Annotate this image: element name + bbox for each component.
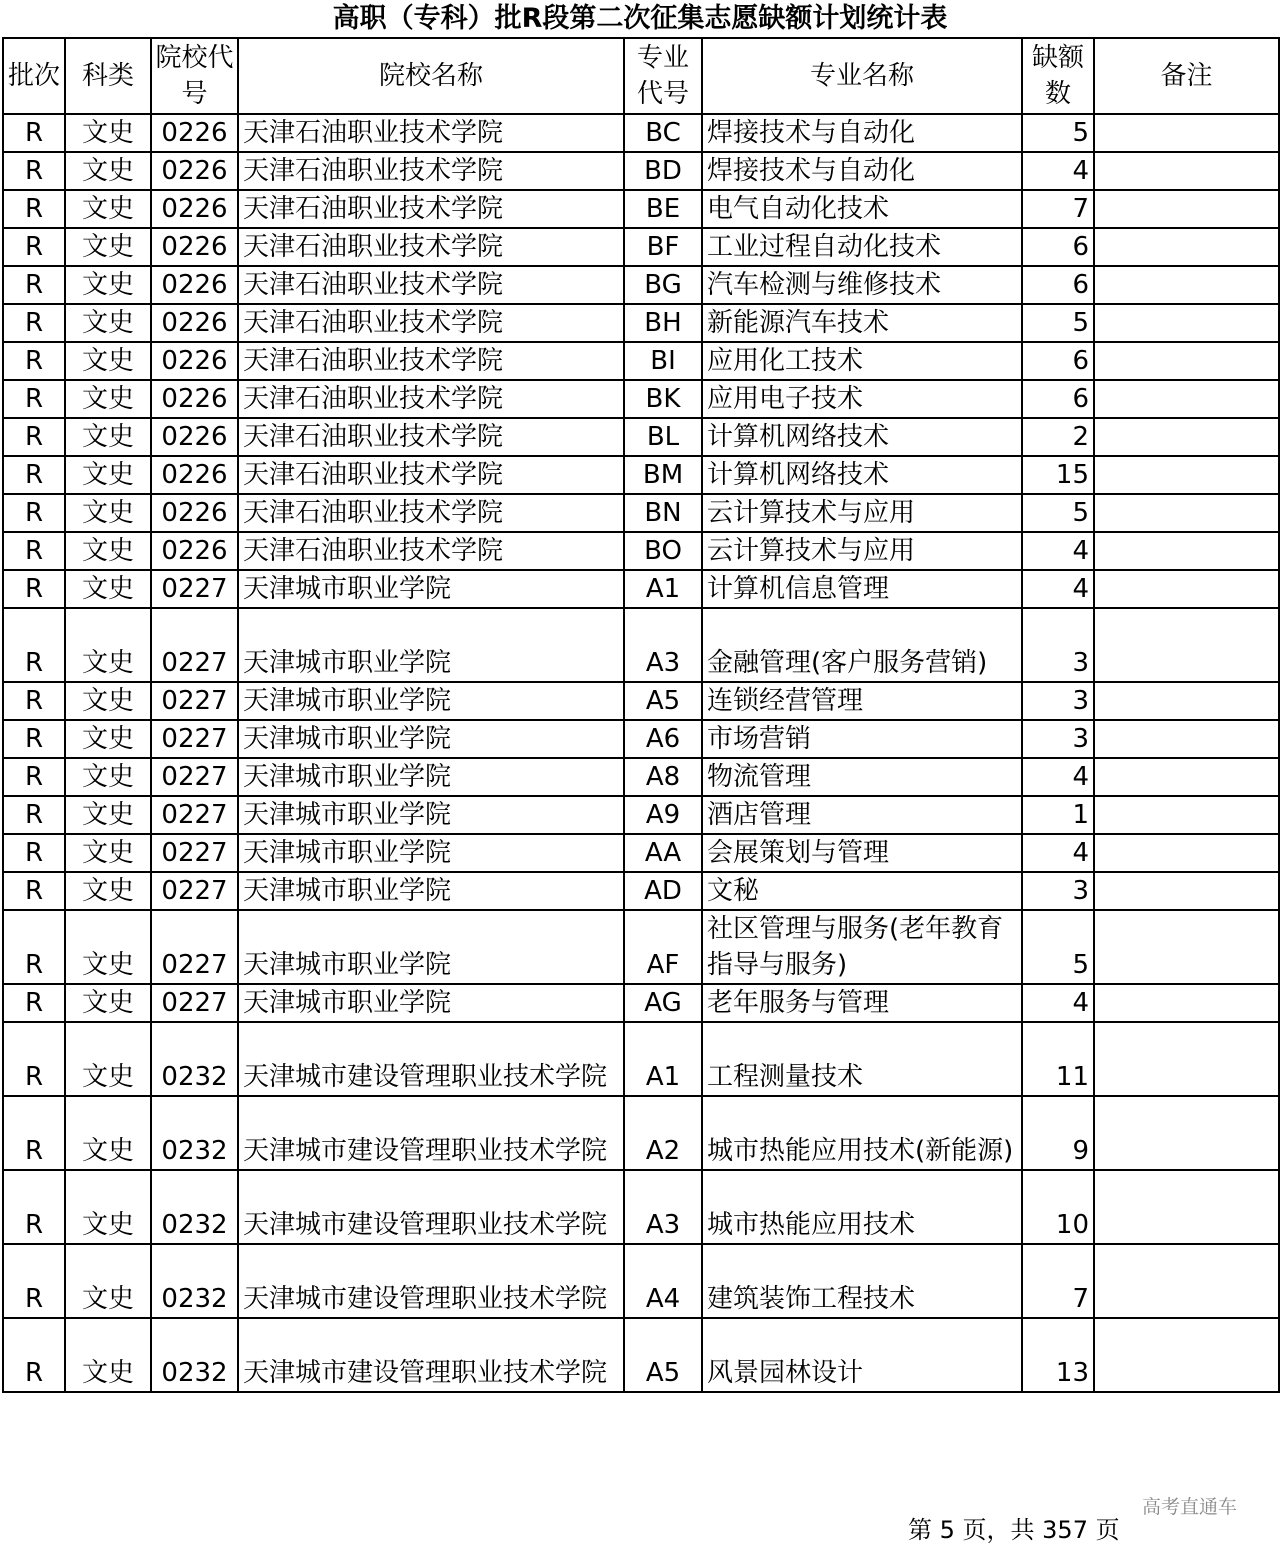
cell-batch: R — [3, 380, 65, 418]
cell-major-name: 社区管理与服务(老年教育指导与服务) — [702, 910, 1022, 984]
cell-vacancies: 3 — [1022, 872, 1094, 910]
cell-remarks — [1094, 910, 1279, 984]
cell-school-code: 0227 — [151, 720, 238, 758]
table-row — [3, 720, 1279, 758]
cell-remarks — [1094, 266, 1279, 304]
table-row — [3, 834, 1279, 872]
cell-major-name: 焊接技术与自动化 — [702, 114, 1022, 152]
table-row — [3, 266, 1279, 304]
cell-major-name: 焊接技术与自动化 — [702, 152, 1022, 190]
table-row — [3, 1096, 1279, 1170]
cell-batch: R — [3, 494, 65, 532]
cell-major-name: 工业过程自动化技术 — [702, 228, 1022, 266]
table-row — [3, 228, 1279, 266]
cell-school-name: 天津石油职业技术学院 — [238, 494, 624, 532]
cell-major-name: 应用化工技术 — [702, 342, 1022, 380]
table-row — [3, 984, 1279, 1022]
header-major-code: 专业代号 — [624, 38, 702, 114]
cell-school-name: 天津石油职业技术学院 — [238, 418, 624, 456]
cell-remarks — [1094, 418, 1279, 456]
cell-category: 文史 — [65, 152, 151, 190]
cell-school-name: 天津石油职业技术学院 — [238, 532, 624, 570]
cell-school-name: 天津城市职业学院 — [238, 796, 624, 834]
cell-batch: R — [3, 532, 65, 570]
cell-school-name: 天津石油职业技术学院 — [238, 114, 624, 152]
cell-school-name: 天津石油职业技术学院 — [238, 304, 624, 342]
cell-category: 文史 — [65, 456, 151, 494]
cell-school-name: 天津石油职业技术学院 — [238, 342, 624, 380]
cell-major-name: 汽车检测与维修技术 — [702, 266, 1022, 304]
cell-category: 文史 — [65, 796, 151, 834]
table-row — [3, 190, 1279, 228]
cell-remarks — [1094, 456, 1279, 494]
cell-major-code: BN — [624, 494, 702, 532]
vacancy-table — [2, 37, 1280, 1393]
cell-vacancies: 4 — [1022, 570, 1094, 608]
table-row — [3, 456, 1279, 494]
cell-vacancies: 15 — [1022, 456, 1094, 494]
cell-category: 文史 — [65, 228, 151, 266]
cell-major-code: BO — [624, 532, 702, 570]
cell-category: 文史 — [65, 494, 151, 532]
table-row — [3, 796, 1279, 834]
header-vacancies: 缺额数 — [1022, 38, 1094, 114]
cell-category: 文史 — [65, 570, 151, 608]
cell-batch: R — [3, 608, 65, 682]
table-row — [3, 152, 1279, 190]
cell-major-code: AG — [624, 984, 702, 1022]
cell-category: 文史 — [65, 834, 151, 872]
cell-batch: R — [3, 228, 65, 266]
cell-remarks — [1094, 1022, 1279, 1096]
cell-remarks — [1094, 304, 1279, 342]
cell-major-name: 计算机信息管理 — [702, 570, 1022, 608]
header-category: 科类 — [65, 38, 151, 114]
cell-category: 文史 — [65, 532, 151, 570]
cell-remarks — [1094, 682, 1279, 720]
table-row — [3, 380, 1279, 418]
cell-major-name: 连锁经营管理 — [702, 682, 1022, 720]
cell-major-code: AA — [624, 834, 702, 872]
cell-batch: R — [3, 1318, 65, 1392]
cell-major-code: A3 — [624, 1170, 702, 1244]
cell-vacancies: 7 — [1022, 190, 1094, 228]
cell-batch: R — [3, 152, 65, 190]
cell-major-code: BC — [624, 114, 702, 152]
cell-category: 文史 — [65, 1318, 151, 1392]
cell-remarks — [1094, 834, 1279, 872]
cell-category: 文史 — [65, 380, 151, 418]
cell-batch: R — [3, 834, 65, 872]
cell-major-code: BL — [624, 418, 702, 456]
cell-school-name: 天津城市职业学院 — [238, 682, 624, 720]
cell-vacancies: 5 — [1022, 114, 1094, 152]
cell-category: 文史 — [65, 984, 151, 1022]
page-footer: 第 5 页，共 357 页 — [908, 1516, 1120, 1544]
cell-batch: R — [3, 1096, 65, 1170]
cell-category: 文史 — [65, 266, 151, 304]
cell-school-name: 天津城市职业学院 — [238, 570, 624, 608]
table-row — [3, 1318, 1279, 1392]
header-major-name: 专业名称 — [702, 38, 1022, 114]
cell-major-name: 工程测量技术 — [702, 1022, 1022, 1096]
cell-vacancies: 3 — [1022, 608, 1094, 682]
cell-category: 文史 — [65, 304, 151, 342]
cell-vacancies: 5 — [1022, 304, 1094, 342]
cell-major-code: A4 — [624, 1244, 702, 1318]
cell-vacancies: 4 — [1022, 758, 1094, 796]
cell-vacancies: 3 — [1022, 720, 1094, 758]
cell-category: 文史 — [65, 342, 151, 380]
cell-major-name: 老年服务与管理 — [702, 984, 1022, 1022]
cell-category: 文史 — [65, 758, 151, 796]
cell-vacancies: 4 — [1022, 532, 1094, 570]
cell-school-code: 0232 — [151, 1244, 238, 1318]
cell-major-code: BF — [624, 228, 702, 266]
cell-batch: R — [3, 304, 65, 342]
cell-major-name: 金融管理(客户服务营销) — [702, 608, 1022, 682]
cell-category: 文史 — [65, 190, 151, 228]
table-row — [3, 758, 1279, 796]
cell-batch: R — [3, 1170, 65, 1244]
header-school-code: 院校代号 — [151, 38, 238, 114]
cell-vacancies: 2 — [1022, 418, 1094, 456]
cell-major-code: A8 — [624, 758, 702, 796]
cell-major-name: 会展策划与管理 — [702, 834, 1022, 872]
cell-major-name: 风景园林设计 — [702, 1318, 1022, 1392]
cell-batch: R — [3, 984, 65, 1022]
table-row — [3, 494, 1279, 532]
cell-school-name: 天津城市职业学院 — [238, 758, 624, 796]
cell-vacancies: 6 — [1022, 342, 1094, 380]
cell-major-code: A5 — [624, 1318, 702, 1392]
table-row — [3, 608, 1279, 682]
cell-batch: R — [3, 1244, 65, 1318]
cell-school-code: 0226 — [151, 456, 238, 494]
table-row — [3, 1170, 1279, 1244]
cell-school-code: 0227 — [151, 682, 238, 720]
cell-remarks — [1094, 1244, 1279, 1318]
cell-major-code: A1 — [624, 1022, 702, 1096]
cell-major-name: 云计算技术与应用 — [702, 532, 1022, 570]
cell-remarks — [1094, 608, 1279, 682]
cell-school-code: 0226 — [151, 266, 238, 304]
cell-batch: R — [3, 682, 65, 720]
cell-category: 文史 — [65, 910, 151, 984]
cell-remarks — [1094, 720, 1279, 758]
cell-vacancies: 4 — [1022, 834, 1094, 872]
cell-category: 文史 — [65, 1170, 151, 1244]
cell-school-code: 0226 — [151, 190, 238, 228]
cell-remarks — [1094, 228, 1279, 266]
cell-batch: R — [3, 190, 65, 228]
cell-batch: R — [3, 266, 65, 304]
cell-remarks — [1094, 532, 1279, 570]
cell-remarks — [1094, 796, 1279, 834]
cell-school-code: 0226 — [151, 228, 238, 266]
cell-school-name: 天津城市建设管理职业技术学院 — [238, 1318, 624, 1392]
table-row — [3, 342, 1279, 380]
cell-school-name: 天津城市职业学院 — [238, 608, 624, 682]
cell-batch: R — [3, 910, 65, 984]
cell-batch: R — [3, 456, 65, 494]
cell-category: 文史 — [65, 608, 151, 682]
cell-vacancies: 4 — [1022, 152, 1094, 190]
cell-remarks — [1094, 872, 1279, 910]
cell-remarks — [1094, 1170, 1279, 1244]
cell-batch: R — [3, 570, 65, 608]
cell-school-name: 天津城市职业学院 — [238, 910, 624, 984]
cell-batch: R — [3, 758, 65, 796]
cell-remarks — [1094, 1096, 1279, 1170]
header-batch: 批次 — [3, 38, 65, 114]
cell-major-name: 市场营销 — [702, 720, 1022, 758]
cell-school-code: 0226 — [151, 304, 238, 342]
cell-vacancies: 6 — [1022, 228, 1094, 266]
cell-school-code: 0227 — [151, 910, 238, 984]
cell-school-name: 天津城市职业学院 — [238, 720, 624, 758]
table-row — [3, 570, 1279, 608]
cell-major-name: 城市热能应用技术 — [702, 1170, 1022, 1244]
cell-major-code: BE — [624, 190, 702, 228]
cell-remarks — [1094, 570, 1279, 608]
cell-school-code: 0227 — [151, 608, 238, 682]
cell-school-code: 0227 — [151, 758, 238, 796]
cell-batch: R — [3, 418, 65, 456]
cell-batch: R — [3, 114, 65, 152]
cell-school-code: 0226 — [151, 418, 238, 456]
cell-major-name: 云计算技术与应用 — [702, 494, 1022, 532]
table-row — [3, 418, 1279, 456]
cell-vacancies: 13 — [1022, 1318, 1094, 1392]
page-title: 高职（专科）批R段第二次征集志愿缺额计划统计表 — [332, 3, 948, 34]
cell-school-name: 天津石油职业技术学院 — [238, 266, 624, 304]
table-row — [3, 682, 1279, 720]
header-remarks: 备注 — [1094, 38, 1279, 114]
cell-school-code: 0232 — [151, 1022, 238, 1096]
cell-remarks — [1094, 152, 1279, 190]
cell-vacancies: 4 — [1022, 984, 1094, 1022]
cell-school-name: 天津城市建设管理职业技术学院 — [238, 1022, 624, 1096]
cell-category: 文史 — [65, 1096, 151, 1170]
cell-vacancies: 1 — [1022, 796, 1094, 834]
cell-school-code: 0227 — [151, 834, 238, 872]
cell-remarks — [1094, 190, 1279, 228]
cell-school-name: 天津城市职业学院 — [238, 984, 624, 1022]
cell-major-code: BG — [624, 266, 702, 304]
cell-major-code: BI — [624, 342, 702, 380]
cell-remarks — [1094, 984, 1279, 1022]
cell-remarks — [1094, 380, 1279, 418]
cell-batch: R — [3, 872, 65, 910]
cell-vacancies: 6 — [1022, 380, 1094, 418]
cell-school-name: 天津城市职业学院 — [238, 834, 624, 872]
cell-major-name: 新能源汽车技术 — [702, 304, 1022, 342]
cell-vacancies: 3 — [1022, 682, 1094, 720]
cell-major-code: AD — [624, 872, 702, 910]
cell-school-name: 天津城市建设管理职业技术学院 — [238, 1096, 624, 1170]
cell-school-name: 天津石油职业技术学院 — [238, 190, 624, 228]
cell-vacancies: 7 — [1022, 1244, 1094, 1318]
cell-school-code: 0232 — [151, 1096, 238, 1170]
cell-major-name: 计算机网络技术 — [702, 456, 1022, 494]
cell-major-name: 城市热能应用技术(新能源) — [702, 1096, 1022, 1170]
cell-category: 文史 — [65, 1244, 151, 1318]
cell-school-code: 0226 — [151, 114, 238, 152]
cell-school-name: 天津城市建设管理职业技术学院 — [238, 1244, 624, 1318]
watermark: 高考直通车 — [1142, 1496, 1238, 1518]
cell-category: 文史 — [65, 1022, 151, 1096]
cell-major-name: 物流管理 — [702, 758, 1022, 796]
cell-school-code: 0227 — [151, 796, 238, 834]
cell-vacancies: 6 — [1022, 266, 1094, 304]
cell-school-code: 0232 — [151, 1318, 238, 1392]
cell-school-name: 天津石油职业技术学院 — [238, 152, 624, 190]
cell-school-code: 0232 — [151, 1170, 238, 1244]
cell-category: 文史 — [65, 872, 151, 910]
cell-major-name: 计算机网络技术 — [702, 418, 1022, 456]
cell-vacancies: 10 — [1022, 1170, 1094, 1244]
cell-school-name: 天津石油职业技术学院 — [238, 380, 624, 418]
cell-major-name: 应用电子技术 — [702, 380, 1022, 418]
cell-batch: R — [3, 1022, 65, 1096]
cell-major-name: 酒店管理 — [702, 796, 1022, 834]
cell-school-code: 0227 — [151, 984, 238, 1022]
table-body — [3, 114, 1279, 1392]
cell-category: 文史 — [65, 418, 151, 456]
cell-major-code: BD — [624, 152, 702, 190]
cell-vacancies: 5 — [1022, 494, 1094, 532]
cell-category: 文史 — [65, 720, 151, 758]
cell-school-name: 天津石油职业技术学院 — [238, 228, 624, 266]
cell-school-name: 天津城市建设管理职业技术学院 — [238, 1170, 624, 1244]
cell-category: 文史 — [65, 114, 151, 152]
table-row — [3, 1244, 1279, 1318]
cell-remarks — [1094, 758, 1279, 796]
table-header-row — [3, 38, 1279, 114]
cell-major-code: A3 — [624, 608, 702, 682]
cell-remarks — [1094, 114, 1279, 152]
cell-vacancies: 11 — [1022, 1022, 1094, 1096]
cell-batch: R — [3, 342, 65, 380]
cell-major-code: A9 — [624, 796, 702, 834]
cell-school-code: 0226 — [151, 152, 238, 190]
cell-school-code: 0227 — [151, 872, 238, 910]
cell-remarks — [1094, 1318, 1279, 1392]
cell-major-name: 建筑装饰工程技术 — [702, 1244, 1022, 1318]
table-row — [3, 910, 1279, 984]
cell-school-name: 天津城市职业学院 — [238, 872, 624, 910]
table-row — [3, 872, 1279, 910]
cell-remarks — [1094, 494, 1279, 532]
cell-major-code: A2 — [624, 1096, 702, 1170]
cell-major-code: BK — [624, 380, 702, 418]
cell-vacancies: 9 — [1022, 1096, 1094, 1170]
cell-major-code: A5 — [624, 682, 702, 720]
table-row — [3, 532, 1279, 570]
cell-major-name: 文秘 — [702, 872, 1022, 910]
table-row — [3, 114, 1279, 152]
cell-major-name: 电气自动化技术 — [702, 190, 1022, 228]
cell-major-code: AF — [624, 910, 702, 984]
cell-major-code: BH — [624, 304, 702, 342]
cell-major-code: A1 — [624, 570, 702, 608]
cell-vacancies: 5 — [1022, 910, 1094, 984]
cell-school-code: 0226 — [151, 532, 238, 570]
cell-remarks — [1094, 342, 1279, 380]
table-row — [3, 304, 1279, 342]
header-school-name: 院校名称 — [238, 38, 624, 114]
cell-major-code: A6 — [624, 720, 702, 758]
cell-school-code: 0226 — [151, 342, 238, 380]
cell-major-code: BM — [624, 456, 702, 494]
table-row — [3, 1022, 1279, 1096]
cell-batch: R — [3, 720, 65, 758]
cell-school-code: 0226 — [151, 494, 238, 532]
cell-school-code: 0227 — [151, 570, 238, 608]
cell-category: 文史 — [65, 682, 151, 720]
cell-batch: R — [3, 796, 65, 834]
cell-school-code: 0226 — [151, 380, 238, 418]
cell-school-name: 天津石油职业技术学院 — [238, 456, 624, 494]
